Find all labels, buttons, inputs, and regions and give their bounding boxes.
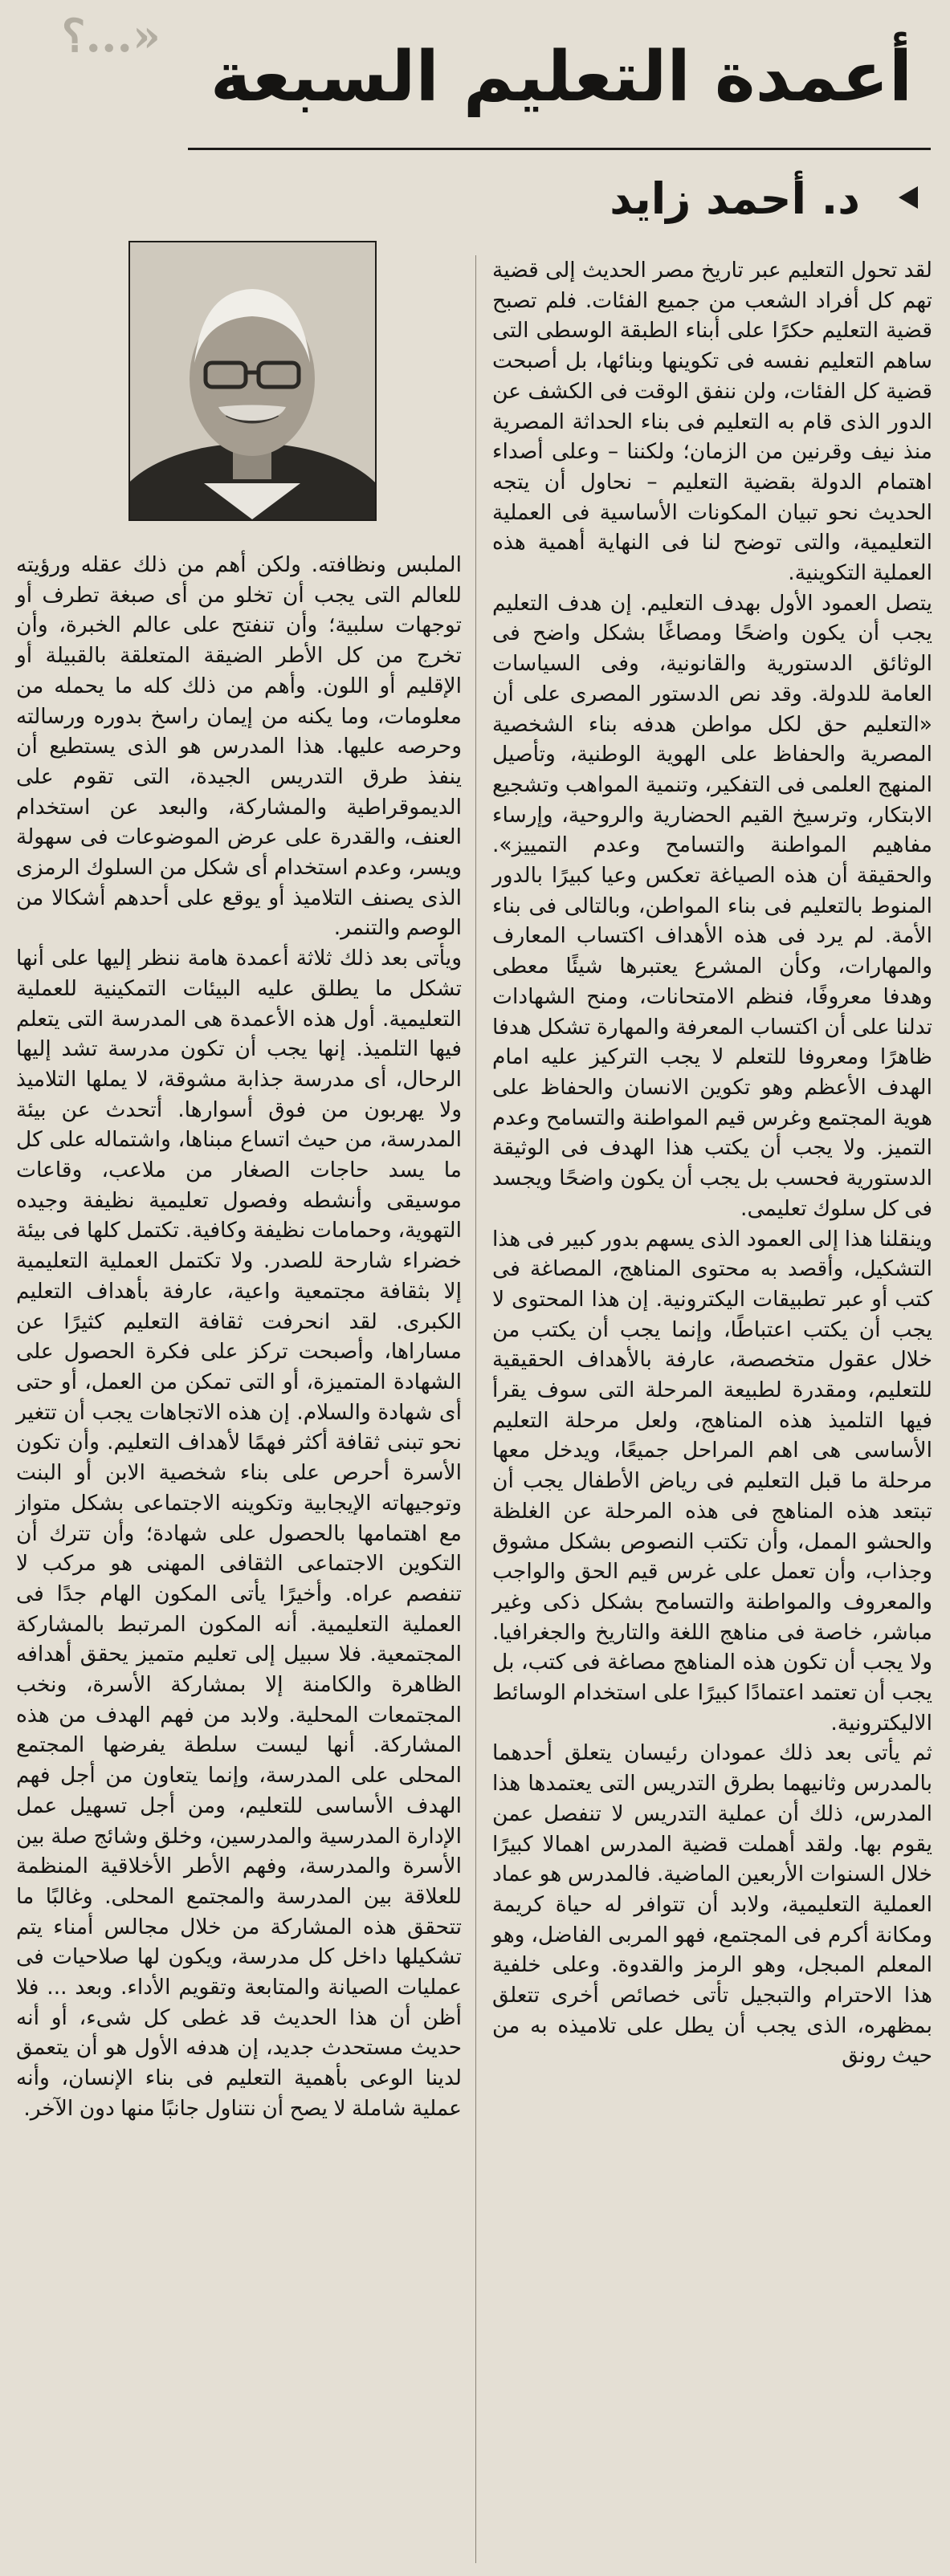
paragraph: يتصل العمود الأول بهدف التعليم. إن هدف التعليم يجب أن يكون واضحًا ومصاغًا بشكل واضح فى الوثائق الدستورية والقانونية، وفى السياسات العامة للدولة. وقد نص الدستور المصرى على أن «التعليم حق لكل مواطن هدفه بناء الشخصية المصرية والحفاظ على الهوية الوطنية، وتأصيل المنهج العلمى فى التفكير، وتنمية المواهب وتشجيع الابتكار، وترسيخ القيم الحضارية والروحية، وإرساء مفاهيم المواطنة والتسامح وعدم التمييز». والحقيقة أن هذه الصياغة تعكس وعيا كبيرًا بالدور المنوط بالتعليم فى بناء المواطن، وبالتالى فى بناء الأمة. لم يرد فى هذه الأهداف اكتساب المعارف والمهارات، وكأن المشرع يعتبرها شيئًا معطى وهدفا معروفًا، فنظم الامتحانات، ومنح الشهادات تدلنا على أن اكتساب المعرفة والمهارة تشكل هدفا ظاهرًا ومعروفا للتعلم لا يجب التركيز عليه امام الهدف الأعظم وهو تكوين الانسان والحفاظ على هوية المجتمع وغرس قيم المواطنة والتسامح وعدم التميز. ولا يجب أن يكتب هذا الهدف فى الوثيقة الدستورية فحسب بل يجب أن يكون واضحًا ويجسد فى كل سلوك تعليمى. — [492, 590, 932, 1221]
author-portrait-icon — [130, 242, 375, 519]
article-column-right — [492, 255, 932, 2071]
paragraph: ثم يأتى بعد ذلك عمودان رئيسان يتعلق أحدهما بالمدرس وثانيهما بطرق التدريس التى يعتمدها هذا المدرس، ذلك أن عملية التدريس لا تنفصل عمن يقوم بها. ولقد أهملت قضية المدرس اهمالا كبيرًا خلال السنوات الأربعين الماضية. فالمدرس هو عماد العملية التعليمية، ولابد أن تتوافر له حياة كريمة ومكانة أكرم فى المجتمع، فهو المربى الفاضل، وهو المعلم المبجل، وهو الرمز والقدوة. وعلى خلفية هذا الاحترام والتبجيل تأتى خصائص أخرى تتعلق بمظهره، الذى يجب أن يطل على تلاميذه به من حيث رونق — [492, 1740, 932, 2069]
author-byline: د. أحمد زايد — [610, 173, 860, 224]
article-column-left — [16, 550, 462, 2124]
paragraph: ويأتى بعد ذلك ثلاثة أعمدة هامة ننظر إليها على أنها تشكل ما يطلق عليه البيئات التمكينية للعملية التعليمية. أول هذه الأعمدة هى المدرسة التى يتعلم فيها التلميذ. إنها يجب أن تكون مدرسة تشد إليها الرحال، أى مدرسة جذابة مشوقة، لا يملها التلاميذ ولا يهربون من فوق أسوارها. أتحدث عن بيئة المدرسة، من حيث اتساع مبناها، واشتماله على كل ما يسد حاجات الصغار من ملاعب، وقاعات موسيقى وأنشطه وفصول تعليمية نظيفة وجيده التهوية، وحمامات نظيفة وكافية. تكتمل كلها فى بيئة خضراء شارحة للصدر. ولا تكتمل العملية التعليمية إلا بثقافة مجتمعية واعية، عارفة بأهداف التعليم الكبرى. لقد انحرفت ثقافة التعليم كثيرًا عن مساراها، وأصبحت تركز على فكرة الحصول على الشهادة المتميزة، أو التى تمكن من العمل، أو حتى أى شهادة والسلام. إن هذه الاتجاهات يجب أن تتغير نحو تبنى ثقافة أكثر فهمًا لأهداف التعليم. وأن تكون الأسرة أحرص على بناء شخصية الابن أو البنت وتوجيهاته الإيجابية وتكوينه الاجتماعى بشكل متواز مع اهتمامها بالحصول على شهادة؛ وأن تترك أن التكوين الاجتماعى الثقافى المهنى هو مركب لا تنفصم عراه. وأخيرًا يأتى المكون الهام جدًا فى العملية التعليمية. أنه المكون المرتبط بالمشاركة المجتمعية. فلا سبيل إلى تعليم متميز يحقق أهدافه الظاهرة والكامنة إلا بمشاركة الأسرة، ونخب المجتمعات المحلية. ولابد من فهم الهدف من هذه المشاركة. أنها ليست سلطة يفرضها المجتمع المحلى على المدرسة، وإنما يتعاون من أجل فهم الهدف الأساسى للتعليم، ومن أجل تسهيل عمل الإدارة المدرسية والمدرسين، وخلق وشائج صلة بين الأسرة والمدرسة، وفهم الأطر الأخلاقية المنظمة للعلاقة بين المدرسة والمجتمع المحلى. وغالبًا ما تتحقق هذه المشاركة من خلال مجالس أمناء يتم تشكيلها داخل كل مدرسة، ويكون لها صلاحيات فى عمليات الصيانة والمتابعة وتقويم الأداء. وبعد ... فلا أظن أن هذا الحديث قد غطى كل شىء، أو أنه حديث مستحدث جديد، إن هدفه الأول هو أن يتعمق لدينا الوعى بأهمية التعليم فى بناء الإنسان، وأنه عملية شاملة لا يصح أن نتناول جانبًا منها دون الآخر. — [16, 946, 462, 2121]
paragraph: لقد تحول التعليم عبر تاريخ مصر الحديث إلى قضية تهم كل أفراد الشعب من جميع الفئات. فلم تصبح قضية التعليم حكرًا على أبناء الطبقة الوسطى التى ساهم التعليم نفسه فى تكوينها وبنائها، بل أصبحت قضية كل الفئات، ولن ننفق الوقت فى الكشف عن الدور الذى قام به التعليم فى بناء الحداثة المصرية منذ نيف وقرنين من الزمان؛ ولكننا – وعلى أصداء اهتمام الدولة بقضية التعليم – نحاول أن يتجه الحديث نحو تبيان المكونات الأساسية فى العملية التعليمية، والتى توضح لنا فى النهاية أهمية هذه العملية التكوينية. — [492, 258, 932, 586]
title-rule — [188, 148, 931, 150]
paragraph: وينقلنا هذا إلى العمود الذى يسهم بدور كبير فى هذا التشكيل، وأقصد به محتوى المناهج، المصاغة فى كتب أو عبر تطبيقات اليكترونية. إن هذا المحتوى لا يجب أن يكتب اعتباطًا، وإنما يجب أن يكتب من خلال عقول متخصصة، عارفة بالأهداف الحقيقية للتعليم، ومقدرة لطبيعة المرحلة التى سوف يقرأ فيها التلميذ هذه المناهج، ولعل مرحلة التعليم الأساسى هى اهم المراحل جميعًا، ويدخل معها مرحلة ما قبل التعليم فى رياض الأطفال يجب أن تبتعد هذه المناهج فى هذه المرحلة عن الغلظة والحشو الممل، وأن تكتب النصوص بشكل مشوق وجذاب، وأن تعمل على غرس قيم الحق والواجب والمعروف والمواطنة والتسامح بشكل ذكى وغير مباشر، خاصة فى مناهج اللغة والتاريخ والجغرافيا. ولا يجب أن تكون هذه المناهج مصاغة فى كتب، بل يجب أن تعتمد اعتمادًا كبيرًا على استخدام الوسائط الاليكترونية. — [492, 1226, 932, 1736]
article-title: أعمدة التعليم السبعة — [210, 37, 913, 117]
byline-arrow-icon — [899, 186, 918, 209]
author-photo — [128, 241, 377, 521]
paragraph: الملبس ونظافته. ولكن أهم من ذلك عقله ورؤيته للعالم التى يجب أن تخلو من أى صبغة تطرف أو توجهات سلبية؛ وأن تنفتح على عالم الخبرة، وأن تخرج من كل الأطر الضيقة المتعلقة بالقبيلة أو الإقليم أو اللون. وأهم من ذلك كله ما يحمله من معلومات، وما يكنه من إيمان راسخ بدوره ورسالته وحرصه عليها. هذا المدرس هو الذى يستطيع أن ينفذ طرق التدريس الجيدة، التى تقوم على الديموقراطية والمشاركة، والبعد عن استخدام العنف، والقدرة على عرض الموضوعات فى سهولة ويسر، وعدم استخدام أى شكل من السلوك الرمزى الذى يصنف التلاميذ أو يوقع على أحدهم أشكالا من الوصم والتنمر. — [16, 552, 462, 941]
masthead-fragment: «...؟ — [61, 10, 161, 63]
column-divider — [475, 255, 476, 2563]
